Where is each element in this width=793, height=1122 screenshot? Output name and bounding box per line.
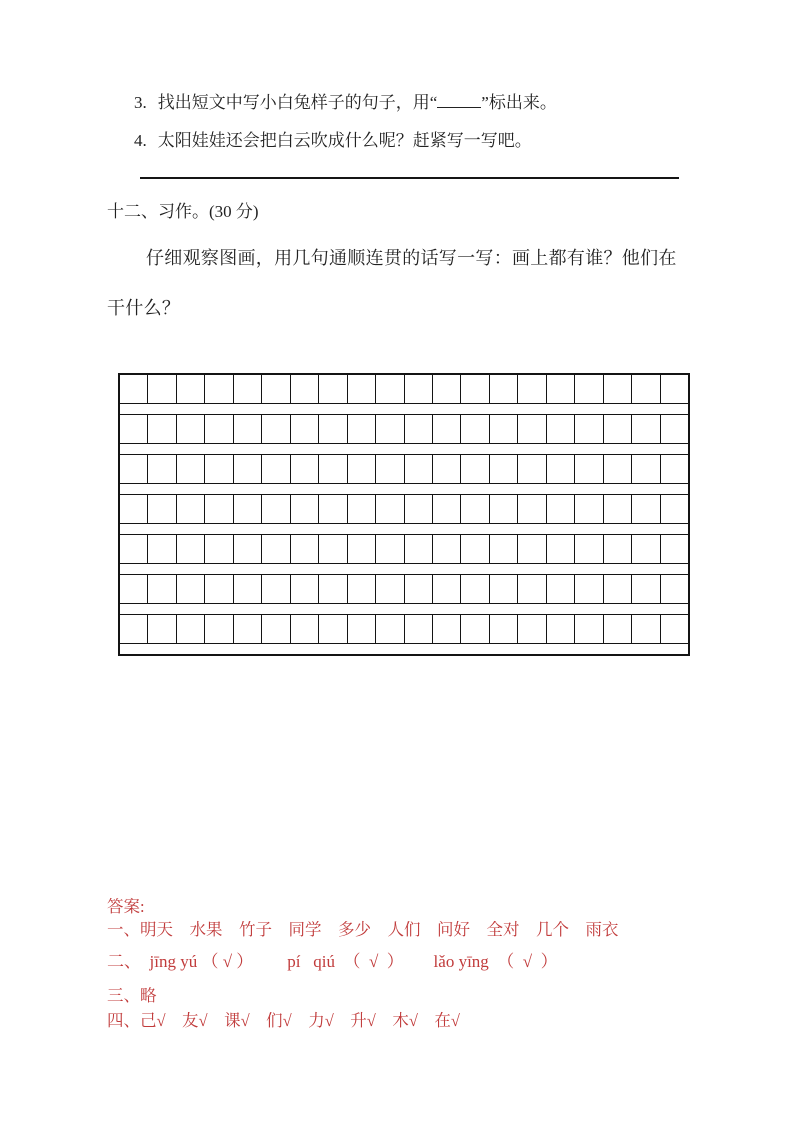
- writing-grid-cell: [177, 615, 205, 643]
- writing-grid-cell: [547, 455, 575, 483]
- writing-grid-cell: [348, 455, 376, 483]
- writing-grid-cell: [177, 375, 205, 403]
- writing-grid-cell: [291, 455, 319, 483]
- writing-grid-cell: [262, 615, 290, 643]
- writing-grid-cell: [575, 575, 603, 603]
- writing-grid-cell: [319, 455, 347, 483]
- writing-grid-spacing-row: [120, 564, 688, 575]
- writing-grid-cell: [490, 535, 518, 563]
- writing-grid-cell: [547, 615, 575, 643]
- writing-grid-cell: [433, 415, 461, 443]
- writing-grid-cell: [461, 455, 489, 483]
- writing-grid-cell: [490, 455, 518, 483]
- writing-grid-cell: [234, 575, 262, 603]
- writing-grid-cell: [120, 575, 148, 603]
- writing-grid-cell: [177, 415, 205, 443]
- writing-grid-cell: [177, 575, 205, 603]
- writing-grid-cell: [234, 415, 262, 443]
- writing-grid-cell: [348, 415, 376, 443]
- writing-grid-cell: [518, 375, 546, 403]
- writing-grid-cell: [234, 375, 262, 403]
- answer-line-3: 三、略: [107, 986, 157, 1005]
- writing-grid: [118, 373, 690, 656]
- writing-grid-cell: [120, 455, 148, 483]
- writing-grid-cell: [319, 575, 347, 603]
- writing-grid-cell: [120, 535, 148, 563]
- writing-grid-cell: [490, 615, 518, 643]
- writing-grid-cell: [376, 535, 404, 563]
- writing-grid-cell: [575, 535, 603, 563]
- writing-grid-cell: [177, 535, 205, 563]
- writing-grid-cell: [205, 495, 233, 523]
- writing-grid-cell: [120, 495, 148, 523]
- writing-grid-cell: [604, 535, 632, 563]
- writing-grid-cell: [518, 535, 546, 563]
- writing-grid-cell: [433, 575, 461, 603]
- writing-grid-cell: [234, 615, 262, 643]
- writing-grid-cell: [319, 375, 347, 403]
- writing-grid-cell: [461, 375, 489, 403]
- writing-grid-cell: [632, 415, 660, 443]
- writing-grid-cell: [518, 615, 546, 643]
- writing-grid-cell: [405, 615, 433, 643]
- writing-grid-cell: [661, 415, 688, 443]
- writing-grid-cell: [604, 455, 632, 483]
- writing-grid-cell: [547, 415, 575, 443]
- writing-grid-cell: [518, 575, 546, 603]
- writing-grid-cell: [490, 495, 518, 523]
- question-item-3: [134, 93, 557, 113]
- answer-line-1: 一、明天 水果 竹子 同学 多少 人们 问好 全对 几个 雨衣: [107, 920, 619, 939]
- writing-grid-cell: [376, 575, 404, 603]
- writing-grid-cell: [405, 575, 433, 603]
- writing-grid-cell: [547, 495, 575, 523]
- writing-grid-cell: [632, 495, 660, 523]
- writing-grid-row: [120, 375, 688, 404]
- writing-grid-cell: [376, 455, 404, 483]
- composition-prompt-line-2: 干什么？: [107, 298, 181, 318]
- writing-grid-cell: [319, 535, 347, 563]
- writing-grid-cell: [405, 495, 433, 523]
- writing-grid-row: [120, 575, 688, 604]
- writing-grid-cell: [348, 575, 376, 603]
- writing-grid-cell: [405, 375, 433, 403]
- writing-grid-cell: [376, 495, 404, 523]
- writing-grid-cell: [348, 495, 376, 523]
- writing-grid-cell: [547, 575, 575, 603]
- writing-grid-cell: [291, 415, 319, 443]
- question-text-3: [158, 93, 557, 113]
- writing-grid-cell: [319, 415, 347, 443]
- question-number-3: 3.: [134, 93, 147, 112]
- question-item-4: [134, 131, 532, 151]
- writing-grid-cell: [376, 615, 404, 643]
- writing-grid-cell: [661, 375, 688, 403]
- writing-grid-spacing-row: [120, 644, 688, 654]
- writing-grid-cell: [547, 535, 575, 563]
- writing-grid-cell: [661, 455, 688, 483]
- writing-grid-cell: [575, 455, 603, 483]
- writing-grid-cell: [575, 495, 603, 523]
- writing-grid-cell: [205, 455, 233, 483]
- writing-grid-cell: [148, 535, 176, 563]
- writing-grid-cell: [632, 535, 660, 563]
- writing-grid-cell: [661, 495, 688, 523]
- question-text-4: 太阳娃娃还会把白云吹成什么呢？赶紧写一写吧。: [157, 131, 532, 150]
- writing-grid-cell: [405, 455, 433, 483]
- writing-grid-cell: [632, 375, 660, 403]
- writing-grid-cell: [291, 535, 319, 563]
- writing-grid-cell: [120, 415, 148, 443]
- writing-grid-cell: [262, 455, 290, 483]
- writing-grid-cell: [405, 535, 433, 563]
- writing-grid-cell: [461, 615, 489, 643]
- writing-grid-cell: [461, 495, 489, 523]
- writing-grid-cell: [632, 575, 660, 603]
- writing-grid-row: [120, 415, 688, 444]
- writing-grid-row: [120, 495, 688, 524]
- writing-grid-spacing-row: [120, 484, 688, 495]
- writing-grid-cell: [518, 455, 546, 483]
- writing-grid-cell: [461, 535, 489, 563]
- writing-grid-cell: [148, 415, 176, 443]
- writing-grid-cell: [205, 415, 233, 443]
- writing-grid-cell: [575, 375, 603, 403]
- section-title: 十二、习作。(30 分): [107, 202, 259, 221]
- writing-grid-cell: [518, 415, 546, 443]
- writing-grid-cell: [177, 495, 205, 523]
- writing-grid-cell: [433, 455, 461, 483]
- writing-grid-spacing-row: [120, 404, 688, 415]
- question-3-after-blank: ”标出来。: [481, 93, 557, 112]
- writing-grid-cell: [490, 415, 518, 443]
- writing-grid-cell: [205, 375, 233, 403]
- answer-line-4: 四、己√ 友√ 课√ 们√ 力√ 升√ 木√ 在√: [107, 1011, 460, 1030]
- writing-grid-cell: [604, 495, 632, 523]
- writing-grid-cell: [319, 495, 347, 523]
- writing-grid-cell: [461, 575, 489, 603]
- writing-grid-cell: [376, 375, 404, 403]
- answer-line-2: 二、 jīng yú （ √ ） pí qiú （ √ ） lǎo yīng （ √ ）: [107, 952, 558, 971]
- writing-grid-cell: [205, 615, 233, 643]
- writing-grid-cell: [148, 615, 176, 643]
- writing-grid-cell: [433, 375, 461, 403]
- composition-prompt-line-1: 仔细观察图画，用几句通顺连贯的话写一写：画上都有谁？他们在: [146, 248, 677, 268]
- writing-grid-spacing-row: [120, 524, 688, 535]
- writing-grid-cell: [604, 615, 632, 643]
- writing-grid-cell: [291, 375, 319, 403]
- writing-grid-cell: [518, 495, 546, 523]
- writing-grid-spacing-row: [120, 444, 688, 455]
- writing-grid-cell: [120, 615, 148, 643]
- writing-grid-cell: [291, 615, 319, 643]
- writing-grid-cell: [148, 375, 176, 403]
- writing-grid-cell: [148, 575, 176, 603]
- writing-grid-cell: [291, 495, 319, 523]
- writing-grid-cell: [262, 495, 290, 523]
- writing-grid-cell: [234, 535, 262, 563]
- section-divider-rule: [140, 177, 679, 179]
- writing-grid-cell: [148, 455, 176, 483]
- writing-grid-cell: [348, 535, 376, 563]
- writing-grid-cell: [348, 375, 376, 403]
- writing-grid-cell: [433, 615, 461, 643]
- writing-grid-cell: [433, 495, 461, 523]
- writing-grid-row: [120, 615, 688, 644]
- writing-grid-cell: [604, 575, 632, 603]
- writing-grid-cell: [148, 495, 176, 523]
- writing-grid-cell: [262, 535, 290, 563]
- writing-grid-cell: [604, 375, 632, 403]
- writing-grid-cell: [575, 415, 603, 443]
- writing-grid-cell: [376, 415, 404, 443]
- question-number-4: 4.: [134, 131, 147, 150]
- writing-grid-cell: [234, 455, 262, 483]
- writing-grid-cell: [262, 415, 290, 443]
- question-3-before-blank: 找出短文中写小白兔样子的句子，用“: [157, 93, 438, 112]
- writing-grid-cell: [234, 495, 262, 523]
- writing-grid-cell: [661, 575, 688, 603]
- writing-grid-cell: [490, 375, 518, 403]
- answers-heading: 答案:: [107, 897, 145, 916]
- writing-grid-cell: [319, 615, 347, 643]
- writing-grid-cell: [262, 375, 290, 403]
- writing-grid-cell: [348, 615, 376, 643]
- writing-grid-cell: [632, 615, 660, 643]
- writing-grid-cell: [291, 575, 319, 603]
- writing-grid-row: [120, 535, 688, 564]
- answer-blank-underline: [437, 94, 481, 108]
- writing-grid-row: [120, 455, 688, 484]
- writing-grid-cell: [490, 575, 518, 603]
- writing-grid-cell: [661, 535, 688, 563]
- writing-grid-cell: [262, 575, 290, 603]
- writing-grid-cell: [604, 415, 632, 443]
- writing-grid-cell: [461, 415, 489, 443]
- writing-grid-cell: [661, 615, 688, 643]
- writing-grid-cell: [205, 535, 233, 563]
- writing-grid-cell: [120, 375, 148, 403]
- writing-grid-cell: [177, 455, 205, 483]
- writing-grid-cell: [632, 455, 660, 483]
- writing-grid-cell: [547, 375, 575, 403]
- writing-grid-cell: [433, 535, 461, 563]
- writing-grid-spacing-row: [120, 604, 688, 615]
- writing-grid-cell: [205, 575, 233, 603]
- writing-grid-cell: [575, 615, 603, 643]
- writing-grid-cell: [405, 415, 433, 443]
